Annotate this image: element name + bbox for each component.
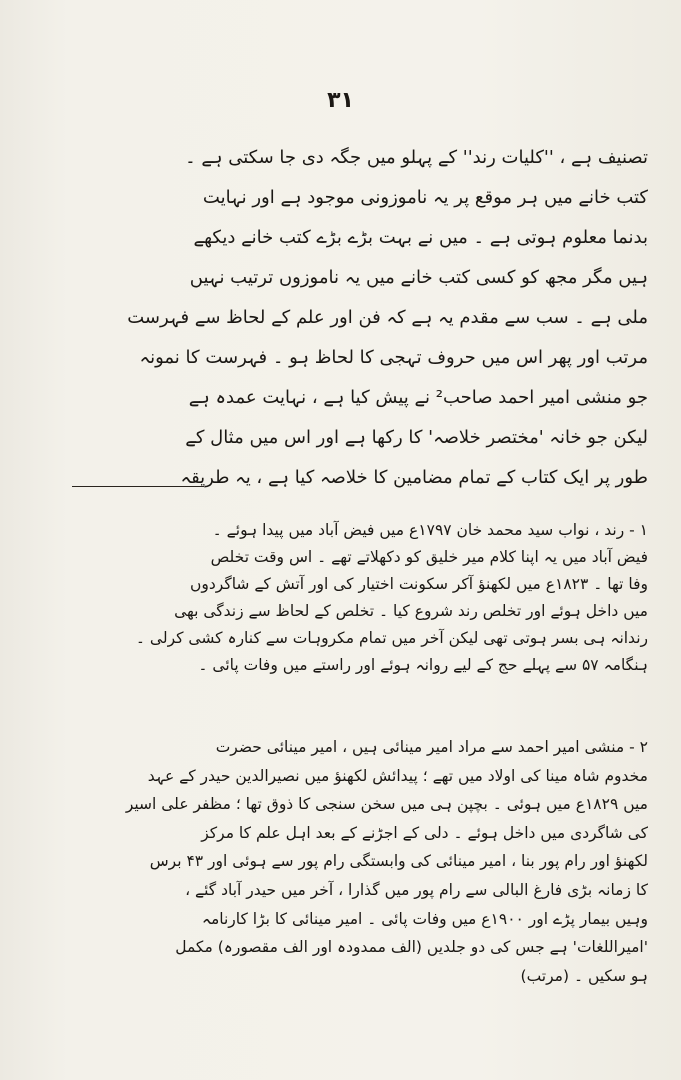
- text-line: بدنما معلوم ہوتی ہے ۔ میں نے بہت بڑے بڑے کتب خانے دیکھے: [193, 227, 648, 248]
- text-line: جو منشی امیر احمد صاحب² نے پیش کیا ہے ، نہایت عمدہ ہے: [188, 387, 648, 408]
- footnote-1: [72, 517, 648, 679]
- footnote-line: میں داخل ہوئے اور تخلص رند شروع کیا ۔ تخلص کے لحاظ سے زندگی بھی: [174, 602, 648, 620]
- page-number: ۳۱: [327, 88, 354, 113]
- text-line: مرتب اور پھر اس میں حروف تہجی کا لحاظ ہو ۔ فہرست کا نمونہ: [139, 347, 648, 368]
- main-text-block: [72, 138, 648, 498]
- footnote-line: ہنگامہ ۵۷ سے پہلے حج کے لیے روانہ ہوئے اور راستے میں وفات پائی ۔: [198, 656, 648, 674]
- text-line: کتب خانے میں ہر موقع پر یہ ناموزونی موجود ہے اور نہایت: [202, 187, 648, 208]
- text-line: تصنیف ہے ، ''کلیات رند'' کے پہلو میں جگہ دی جا سکتی ہے ۔: [185, 147, 648, 168]
- footnote-line: کی شاگردی میں داخل ہوئے ۔ دلی کے اجڑنے کے بعد اہل علم کا مرکز: [201, 823, 648, 842]
- footnote-line: ہو سکیں ۔ (مرتب): [520, 966, 648, 985]
- text-line: ملی ہے ۔ سب سے مقدم یہ ہے کہ فن اور علم کے لحاظ سے فہرست: [127, 307, 648, 328]
- footnote-divider: [72, 486, 204, 487]
- footnote-line: 'امیراللغات' ہے جس کی دو جلدیں (الف ممدودہ اور الف مقصورہ) مکمل: [175, 938, 648, 957]
- footnote-line: فیض آباد میں یہ اپنا کلام میر خلیق کو دکھلاتے تھے ۔ اس وقت تخلص: [210, 548, 648, 566]
- footnote-line: کا زمانہ بڑی فارغ البالی سے رام پور میں گذارا ، آخر میں حیدر آباد گئے ،: [185, 880, 648, 899]
- footnote-line: میں ۱۸۲۹ع میں ہوئی ۔ بچپن ہی میں سخن سنجی کا ذوق تھا ؛ مظفر علی اسیر: [125, 795, 648, 814]
- text-line: ہیں مگر مجھ کو کسی کتب خانے میں یہ ناموزوں ترتیب نہیں: [189, 267, 648, 288]
- footnote-line: رندانہ ہی بسر ہوتی تھی لیکن آخر میں تمام مکروہات سے کنارہ کشی کرلی ۔: [135, 629, 648, 647]
- text-line: طور پر ایک کتاب کے تمام مضامین کا خلاصہ کیا ہے ، یہ طریقہ: [180, 467, 648, 488]
- footnote-line: ۱ - رند ، نواب سید محمد خان ۱۷۹۷ع میں فیض آباد میں پیدا ہوئے ۔: [212, 521, 648, 539]
- footnote-line: لکھنؤ اور رام پور بنا ، امیر مینائی کی وابستگی رام پور سے ہوئی اور ۴۳ برس: [149, 852, 648, 871]
- text-line: لیکن جو خانہ 'مختصر خلاصہ' کا رکھا ہے اور اس میں مثال کے: [185, 427, 648, 448]
- footnote-line: وہیں بیمار پڑے اور ۱۹۰۰ع میں وفات پائی ۔ امیر مینائی کا بڑا کارنامہ: [201, 909, 648, 928]
- footnote-line: ۲ - منشی امیر احمد سے مراد امیر مینائی ہیں ، امیر مینائی حضرت: [215, 738, 648, 756]
- footnote-line: مخدوم شاہ مینا کی اولاد میں تھے ؛ پیدائش لکھنؤ میں نصیرالدین حیدر کے عہد: [147, 766, 648, 785]
- footnote-2: [72, 733, 648, 990]
- footnote-line: وفا تھا ۔ ۱۸۲۳ع میں لکھنؤ آکر سکونت اختیار کی اور آتش کے شاگردوں: [190, 575, 648, 593]
